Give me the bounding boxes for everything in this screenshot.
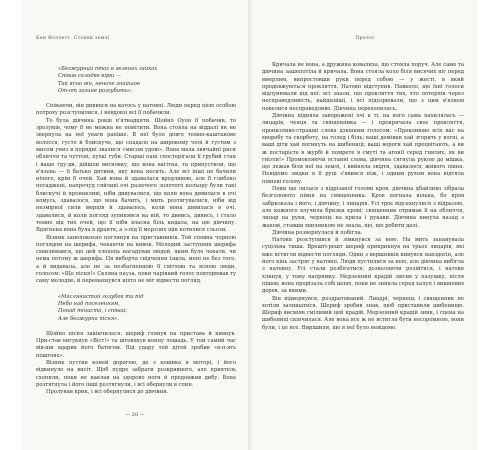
paragraph: Кричала не вона, а дружина ковалиха, що стояла поруч. Але саме та дівчина зашепотіла й кричала. Вона стояла коло біля висячих ніг перед вмерлим, випростовши руки перед собою — у жесті, в який продовжуються прокляття. Натовп відступив. Навколо, що їхні голоси відлунювали від неї: всі знали, що прокляття тих, хто потерпів через несправедливість, найдієвіші, і всі підозрювали, що з цим в'язнем повелися несправедливо. Дівчина перехопилась. xyxy=(262,62,464,112)
paragraph: Візник занепокоєно поглянув на приставників. Той сповна чорною поглядом на шерифа, чекаючи на кивок. Молодий заступник шерифа схвилювався, що цей хлопець нагадував людей, яким було чекати, чи нема потому ж шерифа. Ця виборча свідчення ізшла, мені не без того, а й видавала, але не за незбагненною її світлою та ясною люди, голосом: «Ще пісня!» Скляна пауза, поки чарівний голос повторював ту саму мелодію, й перемахнувся ніхто не міг відвести погляд. xyxy=(36,234,237,285)
paragraph: Співаючи, він дивився на когось у натовпі. Люди перед цією особою потроху розступилися, і невдовзі всі її побачили. xyxy=(36,103,236,117)
right-page xyxy=(252,0,478,450)
verse-stanza-1 xyxy=(58,66,236,95)
paragraph: Дівчина підняла заворожені очі в ті, на кого сама нахилялась — лицарів, ченця та священника — і прокричала своє прокляття, пронизливо-страшні слова дзвінким голосом: «Проклинаю всіх вас на хворобу та скорботу, на голод і біль; ваші домівки хай згорить у вогні, а ваші діти хай погинуть на шибениці; ваші вороги хай процвітають, а ви ж постарієте в журбі й помрете в смуті та агонії серед гнилих, як ви гнізти!» Промовляючи останні слова, дівчина сягнула рукою до мішка, що лежав біля неї на землі, і вийняла звідти, здавалося, живого півня. Невідомо звідки в її руці з'явився ніж, і одним рухом вона відтяла півневі голову. xyxy=(262,113,464,185)
verse-line: От-от загине розгубить». xyxy=(58,87,133,94)
left-text-block xyxy=(36,66,236,396)
paragraph: Натовп розступився й зімкнувся за нею. На мить запанувала суцільна тиша. Врешті-решт шериф прикрикнув на трьох лицарів, які вже встигли відвести погляди. Один з вершників кинувся навздогін, але його кінь застряг у натовпі. Люди пустилися за нею, але дівчина вибігла з натовпу. Усі стали розбігатися, дозволяючи розійтися, і натовп хлинув, у тому напрямку. Мерзенний крадій звісив у пазушку, після пішов; вона прорізала собі шлях, поки не зникла серед халуп і вишневих дерев, за якими. xyxy=(262,237,464,295)
verse-line: «Маслянистий голубок ти під xyxy=(58,293,144,300)
right-running-head: Пролог xyxy=(355,36,375,41)
verse-line: Так ясно він, неначе знайшов xyxy=(58,80,140,87)
paragraph: Пролунав крик, і всі обернулися до дівчини. xyxy=(46,389,169,396)
verse-line: Але безжурна пісня». xyxy=(58,315,119,322)
paragraph: То була дівчина років п'ятнадцяти. Щойно Оуен її побачив, то зрозумів, чому її не можна не помітити. Вона стояла на віддалі як не звернула на неї уваги раніше. В неї було довге темно-каштанове волосся, густе й блискуче, що спадало на широкому чолі й густим з мисом униз в порядні звалися «мисом удові». Вона мала звичайні риси обличчя та чуттєві, пухкі губи. Старші пані спостерігали її грубий стан і ваше гру-ди, дійшли висновку, що вона вагітна, та припустили, що в'язень — її батько дитини, яку вона носить. Але всі інші не бачили нічого, крім її очей. Хай вона й здавалася вродливою, але її глибоко посаджені, напрочуд сяйливі очі разючого золотого кольору були такі блискучі й проникливі, ніби дивувалися, що коли вона дивилася в очі комусь, здавалося, що вона бачить, і мить розтягувалися, ніби від незмірної сили мерців й здавалось, коли вона дивилася в очі, здавалися, й коли погляд зупинявся на ній, то дивись, дивись, і стало темно від тих очей, що її ніби власна біль кидала, на цю дівчину. Вдягнена вона була в дрантя, а з-під її мерзлих щік котилися сльози. xyxy=(36,117,236,234)
right-text-block xyxy=(262,62,464,332)
left-running-head: Кен Фоллетт. Стовпи землі xyxy=(36,36,110,41)
paragraph: Дівчина розвернулася й побігла. xyxy=(272,229,363,236)
paragraph: Щойно пісня закінчилася, шериф глянув на пристава й кивнув. При-став вигукнув «Віст!» та штовхнув конну лошадь. У той самий час вів-ши вдарив його батогом. Від удару той дітей зробив «в-п-ять поштовх». xyxy=(36,330,236,359)
verse-line: Небо над поселенням, xyxy=(58,300,121,307)
paragraph: Поки ще лилася з відрізаної голови кров, дівчина дбайливо зібрала безголового півня на священника. Кров погнала вільна, бо кров забризкала і його, і дівчину, і лицарів. Усі троє відсахнулися з відразою, але кожного влучила бризки крові: священник отримав її на обличчя, лицар на руки, чернець на крила і рукави. Дівчина кинула назад з жахом, ставши хвилинкою не знала, що, що робити далі. xyxy=(262,186,464,229)
verse-line: «Безжурний птах в зелених гайках xyxy=(58,66,158,72)
paragraph: Візник пустив коней дорогою, де з кошика в моторі, і його відкинуло на висіт. Щоб пудре забрати розкривного, але приятель схопили, поки не наклав на здорово ноги й продовжив дибу. Вона розтягнула і його інші розтягнули, і всі обернули в спин. xyxy=(36,359,236,388)
paragraph: Він відвернувся, роздратований. Лицарі, чернець і священник не хотіли залишатися. Шериф зробив знак, щоб приставили шибеницю. Шериф висміяв сміливий цей крадій. Мерзенний крадій зник, і сцена на шибениці скінчилася. Але вона все ж не встигла бути несоромною, вони були, і це все. Вирішили, що в неї було невідоме. xyxy=(262,295,464,331)
page-number: — 20 — xyxy=(125,412,145,418)
verse-line: Понад тіниста, і співай; xyxy=(58,308,128,315)
left-page xyxy=(22,0,248,450)
verse-stanza-2 xyxy=(58,294,236,323)
verse-line: Співав солодке вірш — xyxy=(58,73,122,80)
